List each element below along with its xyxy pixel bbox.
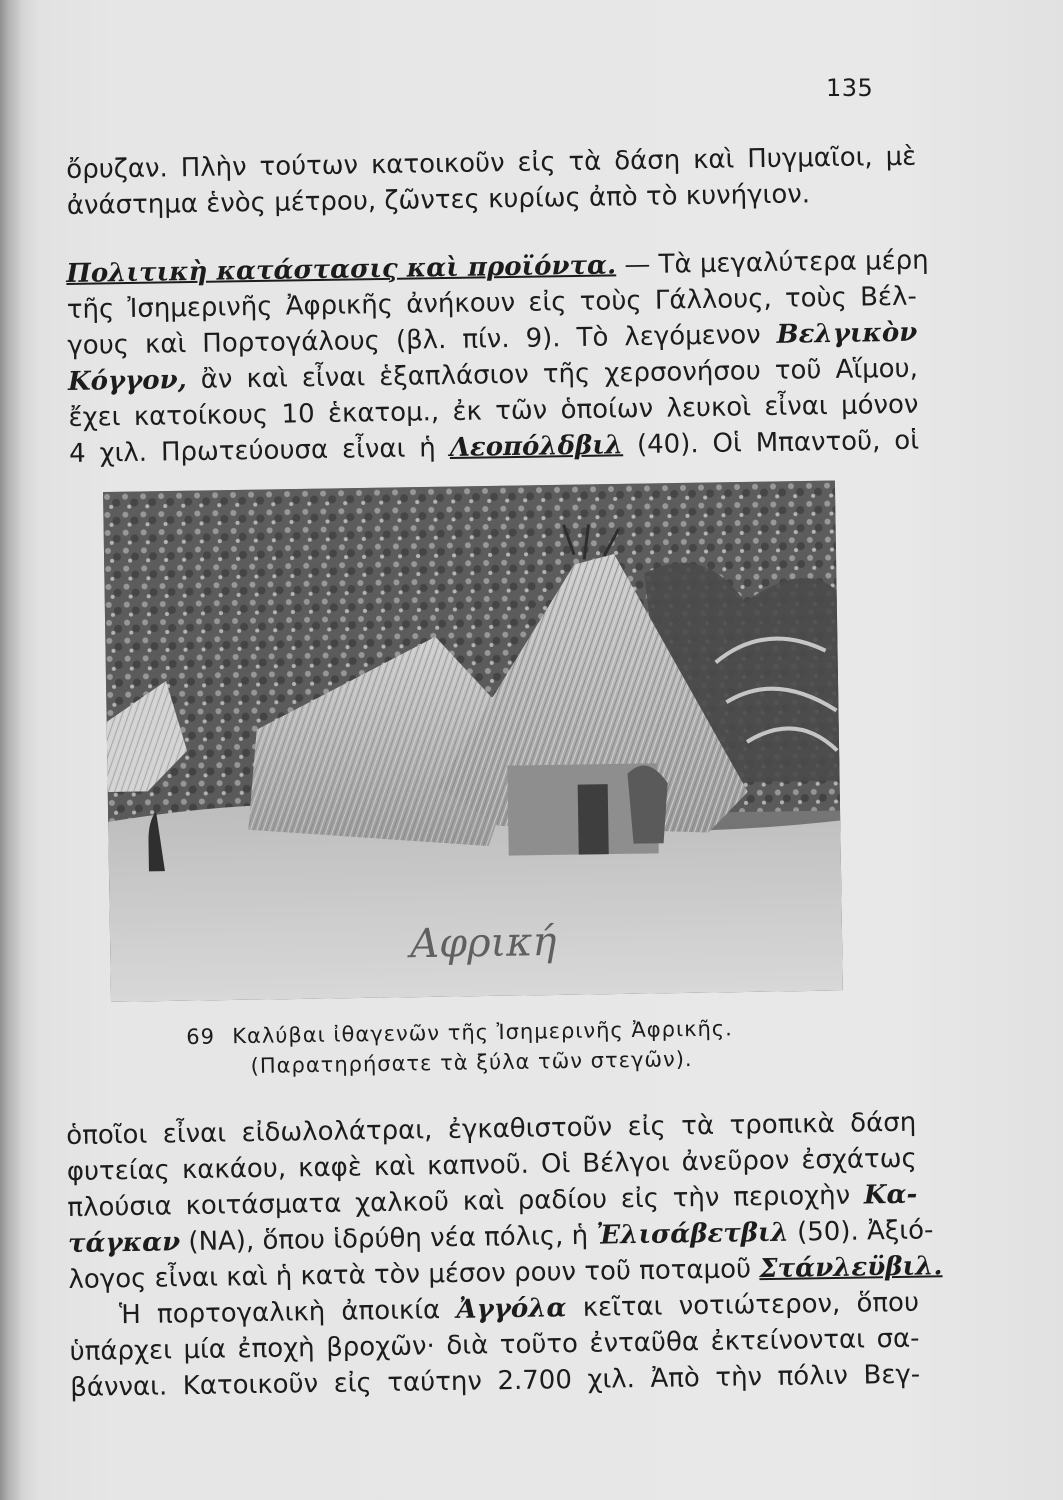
text-fragment: (50). Ἀξιό- bbox=[788, 1215, 934, 1248]
text-line: ἀνάστημα ἑνὸς μέτρου, ζῶντες κυρίως ἀπὸ τὸ κυνήγιον. bbox=[66, 179, 811, 221]
term-stanleyville: Στάνλεϋβιλ. bbox=[759, 1251, 943, 1285]
paragraph-political-situation bbox=[66, 243, 929, 472]
text-fragment: γους καὶ Πορτογάλους (βλ. πίν. 9). Τὸ λεγόμενον bbox=[67, 319, 777, 361]
term-belgian: Βελγικὸν bbox=[776, 317, 918, 350]
text-fragment: (ΝΑ), ὅπου ἱδρύθη νέα πόλις, ἡ bbox=[179, 1220, 597, 1258]
figure-caption bbox=[186, 1012, 827, 1082]
page-number: 135 bbox=[826, 74, 874, 102]
figure-number: 69 bbox=[186, 1024, 216, 1049]
term-katanga: Κα- bbox=[863, 1179, 918, 1211]
text-fragment: — Τὰ μεγαλύτερα μέρη bbox=[615, 245, 929, 281]
text-line: βάνναι. Κατοικοῦν εἰς ταύτην 2.700 χιλ. Ἀπὸ τὴν πόλιν Βεγ- bbox=[70, 1359, 921, 1403]
paragraph-pygmies bbox=[66, 139, 917, 224]
text-line: ὁποῖοι εἶναι εἰδωλολάτραι, ἐγκαθιστοῦν εἰς τὰ τροπικὰ δάση bbox=[66, 1107, 917, 1151]
paragraph-idolaters bbox=[66, 1105, 943, 1406]
text-fragment: 4 χιλ. Πρωτεύουσα εἶναι ἡ bbox=[68, 432, 450, 469]
text-line: ὑπάρχει μία ἐποχὴ βροχῶν· διὰ τοῦτο ἐνταῦθα ἐκτείνονται σα- bbox=[69, 1323, 920, 1367]
term-elisabethville: Ἐλισάβετβιλ bbox=[596, 1217, 790, 1251]
text-line: τῆς Ἰσημερινῆς Ἀφρικῆς ἀνήκουν εἰς τοὺς Γάλλους, τοὺς Βέλ- bbox=[66, 281, 917, 325]
term-angola: Ἀγγόλα bbox=[456, 1293, 567, 1325]
term-katanga-cont: τάγκαν bbox=[67, 1227, 181, 1259]
photo-native-huts bbox=[103, 481, 843, 1002]
huts-photo-illustration bbox=[103, 481, 843, 1002]
text-fragment: ἂν καὶ εἶναι ἑξαπλάσιον τῆς χερσονήσου τοῦ Αἵμου, bbox=[186, 353, 919, 396]
caption-line: (Παρατηρήσατε τὰ ξύλα τῶν στεγῶν). bbox=[250, 1047, 693, 1078]
text-fragment: λογος εἶναι καὶ ἡ κατὰ τὸν μέσον ρουν τοῦ ποταμοῦ bbox=[68, 1254, 760, 1295]
term-leopoldville: Λεοπόλδβιλ bbox=[449, 430, 624, 463]
text-fragment: κεῖται νοτιώτερον, ὅπου bbox=[566, 1287, 920, 1324]
text-fragment: (40). Οἱ Μπαντοῦ, οἱ bbox=[622, 425, 920, 461]
text-line: ὄρυζαν. Πλὴν τούτων κατοικοῦν εἰς τὰ δάση καὶ Πυγμαῖοι, μὲ bbox=[66, 141, 917, 185]
text-line: ἔχει κατοίκους 10 ἑκατομ., ἐκ τῶν ὁποίων λευκοὶ εἶναι μόνον bbox=[68, 389, 919, 433]
term-congo: Κόγγον, bbox=[67, 365, 187, 397]
section-heading: Πολιτικὴ κατάστασις καὶ προϊόντα. bbox=[66, 250, 617, 289]
text-line: φυτείας κακάου, καφὲ καὶ καπνοῦ. Οἱ Βέλγοι ἀνεῦρον ἐσχάτως bbox=[66, 1143, 917, 1187]
caption-line: Καλύβαι ἰθαγενῶν τῆς Ἰσημερινῆς Ἀφρικῆς. bbox=[232, 1016, 733, 1049]
text-fragment: Ἡ πορτογαλικὴ ἀποικία bbox=[118, 1294, 457, 1331]
binding-gutter-shadow bbox=[0, 0, 22, 1500]
text-fragment: πλούσια κοιτάσματα χαλκοῦ καὶ ραδίου εἰς τὴν περιοχὴν bbox=[67, 1180, 865, 1223]
handwritten-note: Αφρική bbox=[409, 918, 557, 968]
